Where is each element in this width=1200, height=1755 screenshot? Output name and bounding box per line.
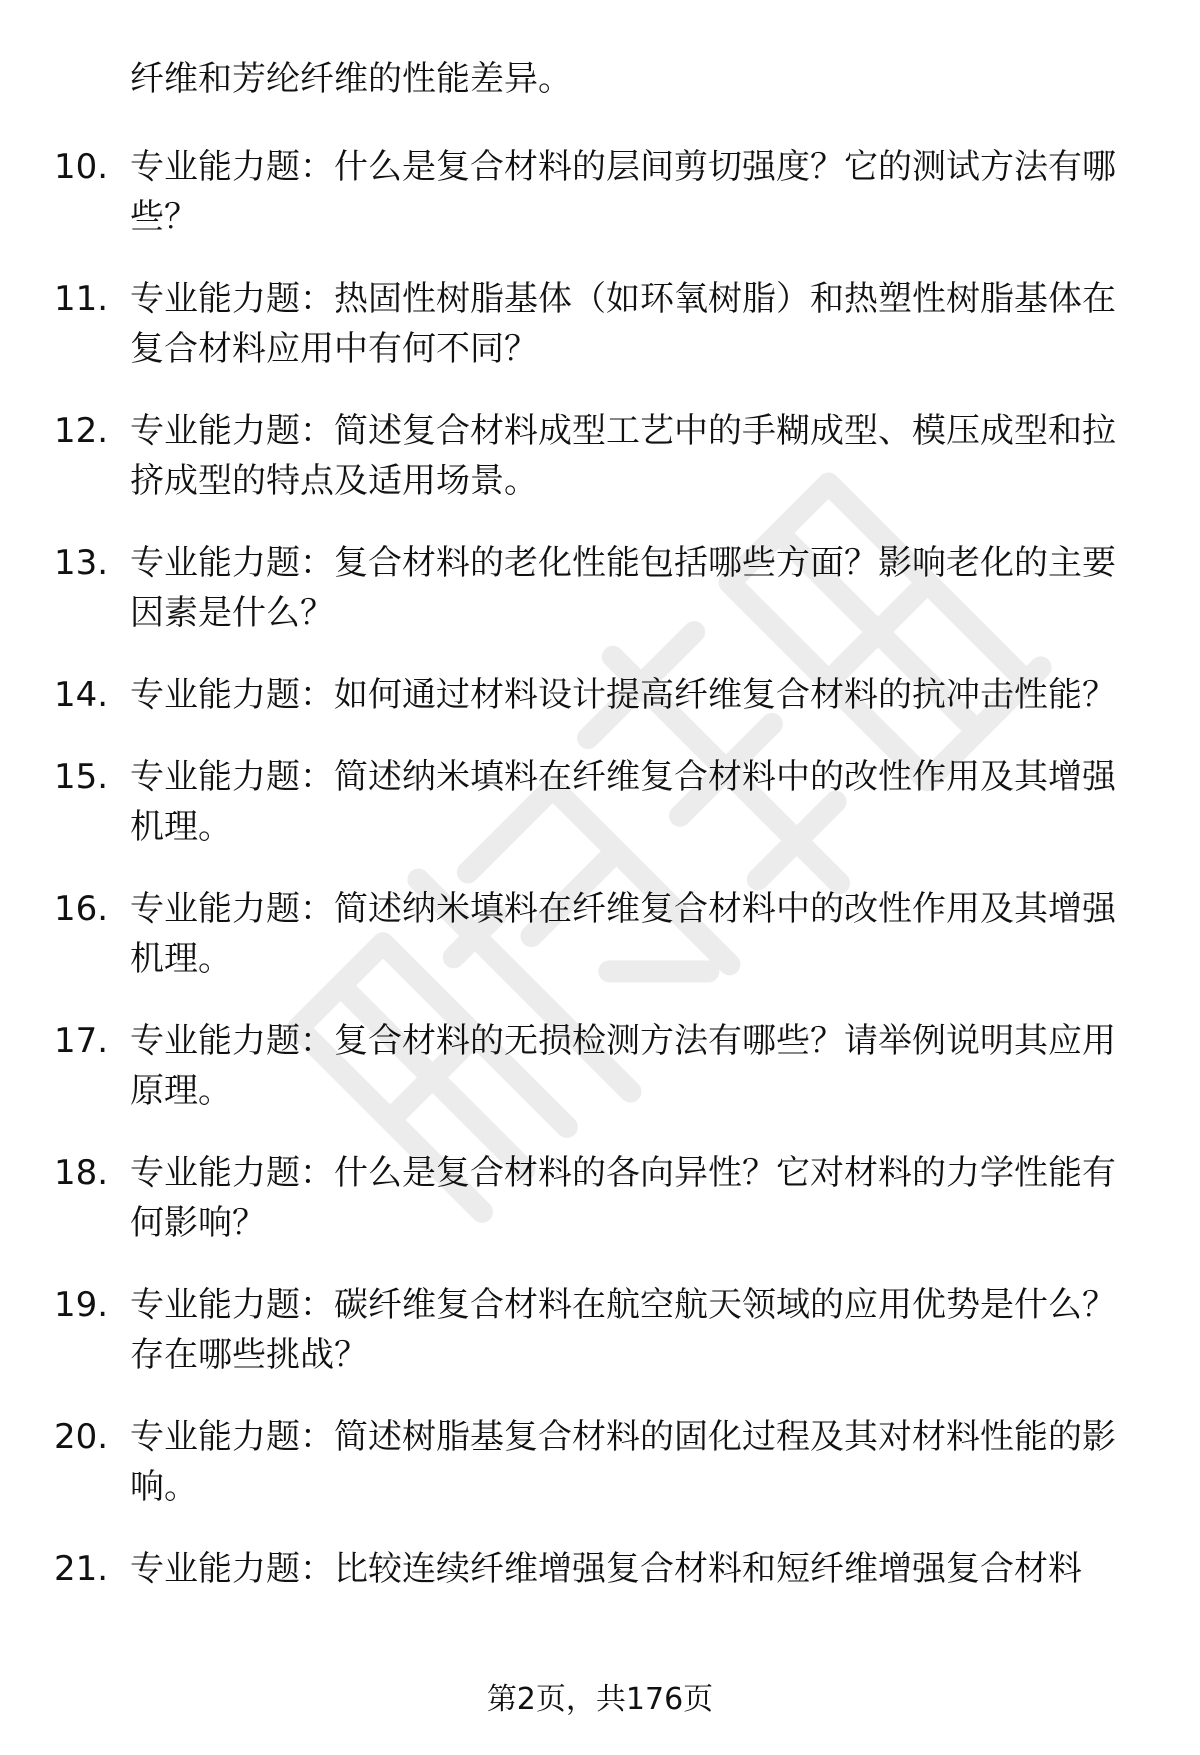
continued-question-text: 纤维和芳纶纤维的性能差异。 xyxy=(130,59,572,99)
question-item xyxy=(50,752,1170,852)
question-body: 热固性树脂基体（如环氧树脂）和热塑性树脂基体在复合材料应用中有何不同？ xyxy=(130,279,1116,369)
question-category-label: 专业能力题： xyxy=(130,147,334,187)
page-number: 第2页，共176页 xyxy=(486,1682,714,1717)
question-body: 简述纳米填料在纤维复合材料中的改性作用及其增强机理。 xyxy=(130,889,1116,979)
question-body: 复合材料的无损检测方法有哪些？请举例说明其应用原理。 xyxy=(130,1021,1116,1111)
question-number: 17. xyxy=(54,1021,109,1061)
question-text xyxy=(130,274,1140,374)
question-text xyxy=(130,752,1140,852)
question-body: 什么是复合材料的各向异性？它对材料的力学性能有何影响？ xyxy=(130,1153,1116,1243)
question-number: 18. xyxy=(54,1153,109,1193)
question-item xyxy=(50,406,1170,506)
question-item xyxy=(50,1280,1170,1380)
question-item xyxy=(50,670,1170,720)
question-number: 16. xyxy=(54,889,109,929)
question-body: 碳纤维复合材料在航空航天领域的应用优势是什么？存在哪些挑战？ xyxy=(130,1285,1116,1375)
question-category-label: 专业能力题： xyxy=(130,757,334,797)
question-text xyxy=(130,1016,1140,1116)
question-body: 什么是复合材料的层间剪切强度？它的测试方法有哪些？ xyxy=(130,147,1116,237)
question-body: 简述树脂基复合材料的固化过程及其对材料性能的影响。 xyxy=(130,1417,1116,1507)
question-category-label: 专业能力题： xyxy=(130,279,334,319)
question-text xyxy=(130,142,1140,242)
question-category-label: 专业能力题： xyxy=(130,1153,334,1193)
question-item xyxy=(50,1016,1170,1116)
question-body: 简述复合材料成型工艺中的手糊成型、模压成型和拉挤成型的特点及适用场景。 xyxy=(130,411,1116,501)
question-number: 13. xyxy=(54,543,109,583)
question-text xyxy=(130,670,1140,720)
question-item xyxy=(50,142,1170,242)
question-category-label: 专业能力题： xyxy=(130,1417,334,1457)
question-item xyxy=(50,1148,1170,1248)
question-body: 如何通过材料设计提高纤维复合材料的抗冲击性能？ xyxy=(334,675,1116,715)
question-item xyxy=(50,538,1170,638)
question-number: 11. xyxy=(54,279,109,319)
question-text xyxy=(130,884,1140,984)
question-number: 20. xyxy=(54,1417,109,1457)
question-text xyxy=(130,1280,1140,1380)
question-category-label: 专业能力题： xyxy=(130,675,334,715)
question-list xyxy=(50,142,1170,1626)
question-category-label: 专业能力题： xyxy=(130,543,334,583)
question-item xyxy=(50,274,1170,374)
question-category-label: 专业能力题： xyxy=(130,411,334,451)
question-text xyxy=(130,1148,1140,1248)
question-body: 复合材料的老化性能包括哪些方面？影响老化的主要因素是什么？ xyxy=(130,543,1116,633)
question-body: 比较连续纤维增强复合材料和短纤维增强复合材料 xyxy=(334,1549,1082,1589)
question-item xyxy=(50,1544,1170,1594)
question-category-label: 专业能力题： xyxy=(130,1549,334,1589)
question-text xyxy=(130,1412,1140,1512)
question-category-label: 专业能力题： xyxy=(130,1021,334,1061)
question-number: 21. xyxy=(54,1549,109,1589)
question-body: 简述纳米填料在纤维复合材料中的改性作用及其增强机理。 xyxy=(130,757,1116,847)
question-number: 12. xyxy=(54,411,109,451)
question-category-label: 专业能力题： xyxy=(130,889,334,929)
question-item xyxy=(50,1412,1170,1512)
question-number: 19. xyxy=(54,1285,109,1325)
question-text xyxy=(130,1544,1140,1594)
question-text xyxy=(130,538,1140,638)
question-item xyxy=(50,884,1170,984)
question-category-label: 专业能力题： xyxy=(130,1285,334,1325)
question-number: 14. xyxy=(54,675,109,715)
question-number: 15. xyxy=(54,757,109,797)
question-number: 10. xyxy=(54,147,109,187)
question-text xyxy=(130,406,1140,506)
